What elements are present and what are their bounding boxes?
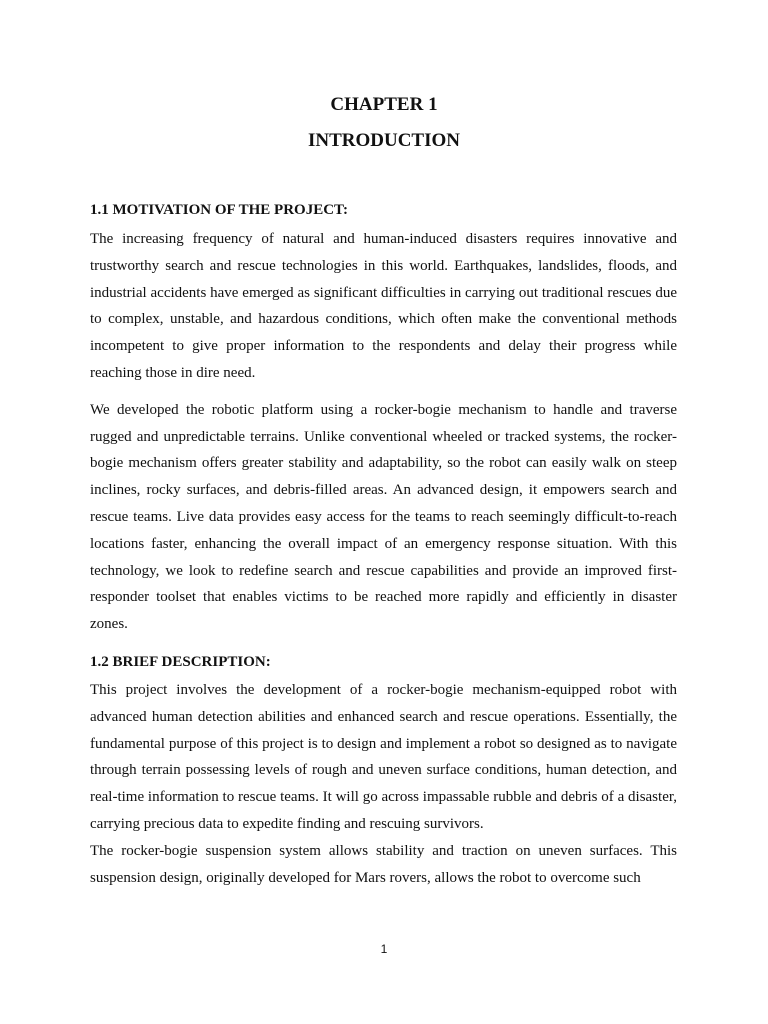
paragraph: The increasing frequency of natural and human-induced disasters requires innovative and trustworthy search and rescue technologies in this world. Earthquakes, landslides, floods, and industrial accidents have emerged as significant difficulties in carrying out traditional rescues due to complex, unstable, and hazardous conditions, which often make the conventional methods incompetent to give proper information to the respondents and delay their progress while reaching those in dire need. — [90, 231, 677, 381]
section-heading-motivation: 1.1 MOTIVATION OF THE PROJECT: — [90, 202, 348, 218]
section-body-motivation — [90, 226, 677, 638]
chapter-label: CHAPTER 1 — [330, 94, 438, 115]
section-heading-brief-description: 1.2 BRIEF DESCRIPTION: — [90, 654, 271, 670]
section-body-brief-description — [90, 677, 677, 891]
page-number: 1 — [380, 942, 388, 956]
chapter-title: INTRODUCTION — [307, 130, 461, 151]
paragraph: This project involves the development of a rocker-bogie mechanism-equipped robot with advanced human detection abilities and enhanced search and rescue operations. Essentially, the fundamental purpose of this project is to design and implement a robot so designed as to navigate through terrain possessing levels of rough and uneven surface conditions, human detection, and real-time information to rescue teams. It will go across impassable rubble and debris of a disaster, carrying precious data to expedite finding and rescuing survivors. — [90, 682, 677, 832]
paragraph: We developed the robotic platform using a rocker-bogie mechanism to handle and traverse rugged and unpredictable terrains. Unlike conventional wheeled or tracked systems, the rocker-bogie mechanism offers greater stability and adaptability, so the robot can easily walk on steep inclines, rocky surfaces, and debris-filled areas. An advanced design, it empowers search and rescue teams. Live data provides easy access for the teams to reach seemingly difficult-to-reach locations faster, enhancing the overall impact of an emergency response situation. With this technology, we look to redefine search and rescue capabilities and provide an improved first-responder toolset that enables victims to be reached more rapidly and efficiently in disaster zones. — [90, 401, 677, 633]
paragraph: The rocker-bogie suspension system allows stability and traction on uneven surfaces. This suspension design, originally developed for Mars rovers, allows the robot to overcome such — [90, 842, 677, 886]
